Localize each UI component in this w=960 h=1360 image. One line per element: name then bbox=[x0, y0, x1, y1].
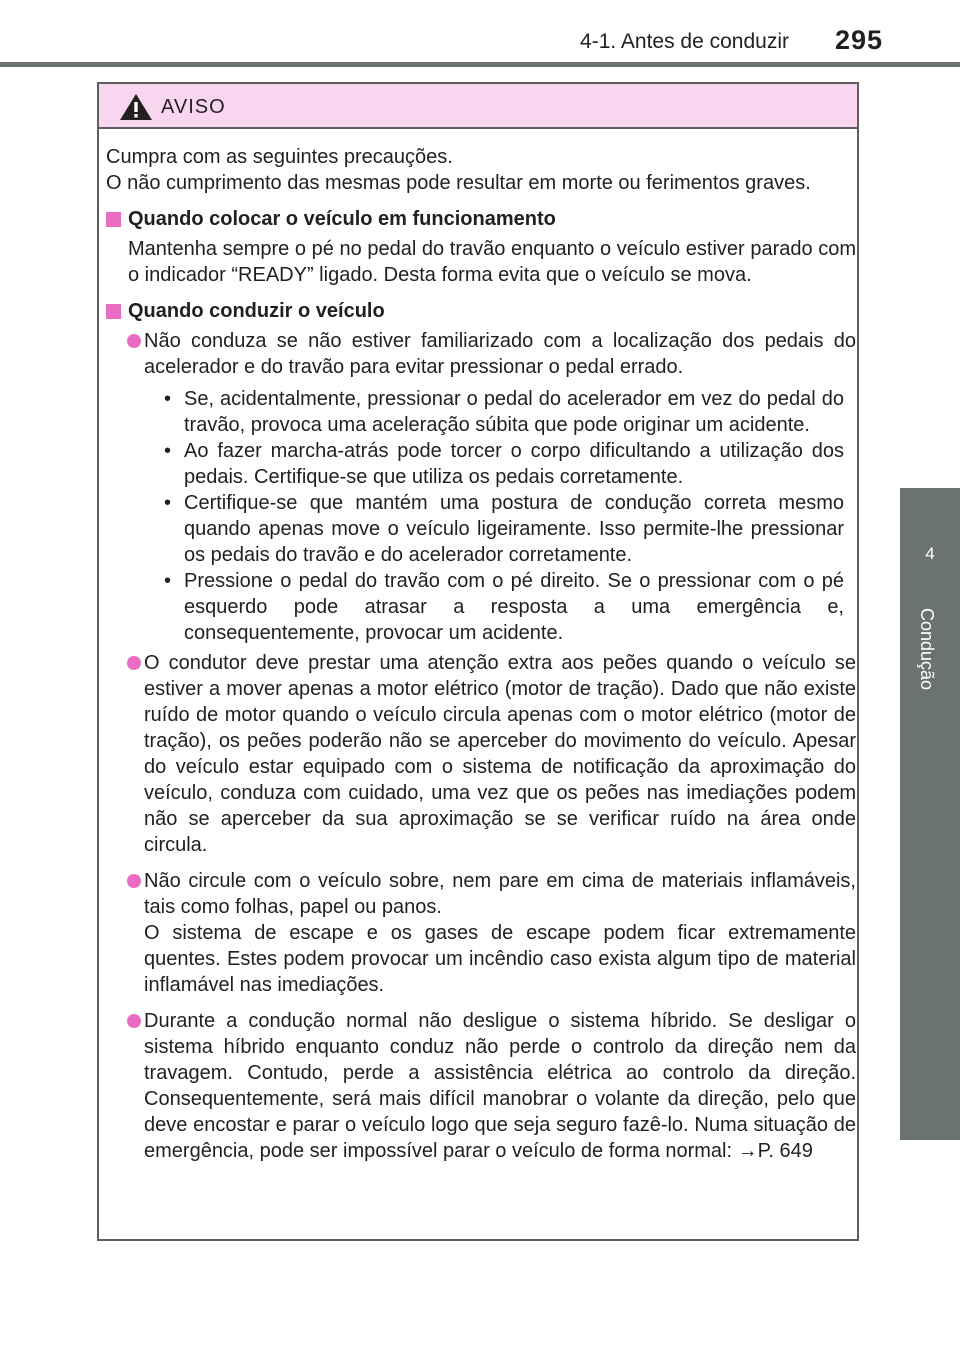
list-item-text: Durante a condução normal não desligue o sistema híbrido. Se desligar o sistema híbrido enquanto conduz não perde o controlo da direção nem da travagem. Contudo, perde a assistência elétrica ao controlo da direção. Consequentemente, será mais difícil manobrar o volante da direção, pelo que deve encostar e parar o veículo logo que seja seguro fazê-lo. Numa situação de emergência, pode ser impossível parar o veículo de forma normal: →P. 649 bbox=[144, 1010, 856, 1162]
list-item-text: Não conduza se não estiver familiarizado com a localização dos pedais do acelerador e do travão para evitar pressionar o pedal errado. bbox=[144, 330, 856, 378]
sub-bullet: • Se, acidentalmente, pressionar o pedal do acelerador em vez do pedal do travão, provoca uma aceleração súbita que pode originar um acidente. bbox=[164, 386, 844, 438]
page-number: 295 bbox=[834, 25, 883, 55]
sub-bullet-list bbox=[106, 386, 856, 646]
section-heading-text: Quando colocar o veículo em funcionamento bbox=[128, 208, 556, 230]
list-item bbox=[106, 868, 856, 998]
square-bullet-icon bbox=[106, 304, 121, 319]
list-item bbox=[106, 328, 856, 380]
circle-bullet-icon bbox=[127, 334, 141, 348]
header-rule bbox=[0, 62, 960, 67]
intro-text: O não cumprimento das mesmas pode resultar em morte ou ferimentos graves. bbox=[106, 172, 811, 194]
list-item bbox=[106, 1008, 856, 1164]
warning-box bbox=[97, 82, 859, 1241]
chapter-label: Condução bbox=[917, 608, 937, 691]
section-heading-text: Quando conduzir o veículo bbox=[128, 300, 385, 322]
list-item bbox=[106, 650, 856, 858]
warning-title: AVISO bbox=[161, 96, 226, 118]
list-item-text: O condutor deve prestar uma atenção extra aos peões quando o veículo se estiver a mover apenas a motor elétrico (motor de tração). Dado que não existe ruído de motor quando o veículo circula apenas com o motor elétrico (motor de tração), os peões poderão não se aperceber do movimento do veículo. Apesar do veículo estar equipado com o sistema de notificação da aproximação do veículo, conduza com cuidado, uma vez que os peões nas imediações podem não se aperceber da sua aproximação se se verificar ruído na área onde circula. bbox=[144, 652, 856, 856]
section-heading bbox=[106, 298, 856, 324]
sub-bullet: • Pressione o pedal do travão com o pé direito. Se o pressionar com o pé esquerdo pode atrasar a resposta a uma emergência e, consequentemente, provocar um acidente. bbox=[164, 568, 844, 646]
list-item-text: Não circule com o veículo sobre, nem pare em cima de materiais inflamáveis, tais como folhas, papel ou panos. bbox=[144, 870, 856, 918]
circle-bullet-icon bbox=[127, 1014, 141, 1028]
sub-bullet: • Certifique-se que mantém uma postura de condução correta mesmo quando apenas move o veículo ligeiramente. Isso permite-lhe pressionar os pedais do travão e do acelerador corretamente. bbox=[164, 490, 844, 568]
square-bullet-icon bbox=[106, 212, 121, 227]
chapter-number: 4 bbox=[925, 544, 935, 563]
section-text: Mantenha sempre o pé no pedal do travão enquanto o veículo estiver parado com o indicador “READY” ligado. Desta forma evita que o veículo se mova. bbox=[128, 238, 856, 286]
warning-header bbox=[99, 84, 857, 129]
circle-bullet-icon bbox=[127, 656, 141, 670]
warning-content bbox=[106, 144, 856, 1164]
intro-text: Cumpra com as seguintes precauções. bbox=[106, 146, 453, 168]
section-heading bbox=[106, 206, 856, 232]
list-item-text: O sistema de escape e os gases de escape podem ficar extremamente quentes. Estes podem provocar um incêndio caso exista algum tipo de material inflamável nas imediações. bbox=[144, 922, 856, 996]
chapter-tab-label bbox=[900, 600, 960, 1140]
chapter-tab bbox=[900, 488, 960, 600]
section-title: 4-1. Antes de conduzir bbox=[580, 30, 789, 53]
sub-bullet: • Ao fazer marcha-atrás pode torcer o corpo dificultando a utilização dos pedais. Certifique-se que utiliza os pedais corretamente. bbox=[164, 438, 844, 490]
circle-bullet-icon bbox=[127, 874, 141, 888]
warning-triangle-icon bbox=[119, 93, 153, 121]
